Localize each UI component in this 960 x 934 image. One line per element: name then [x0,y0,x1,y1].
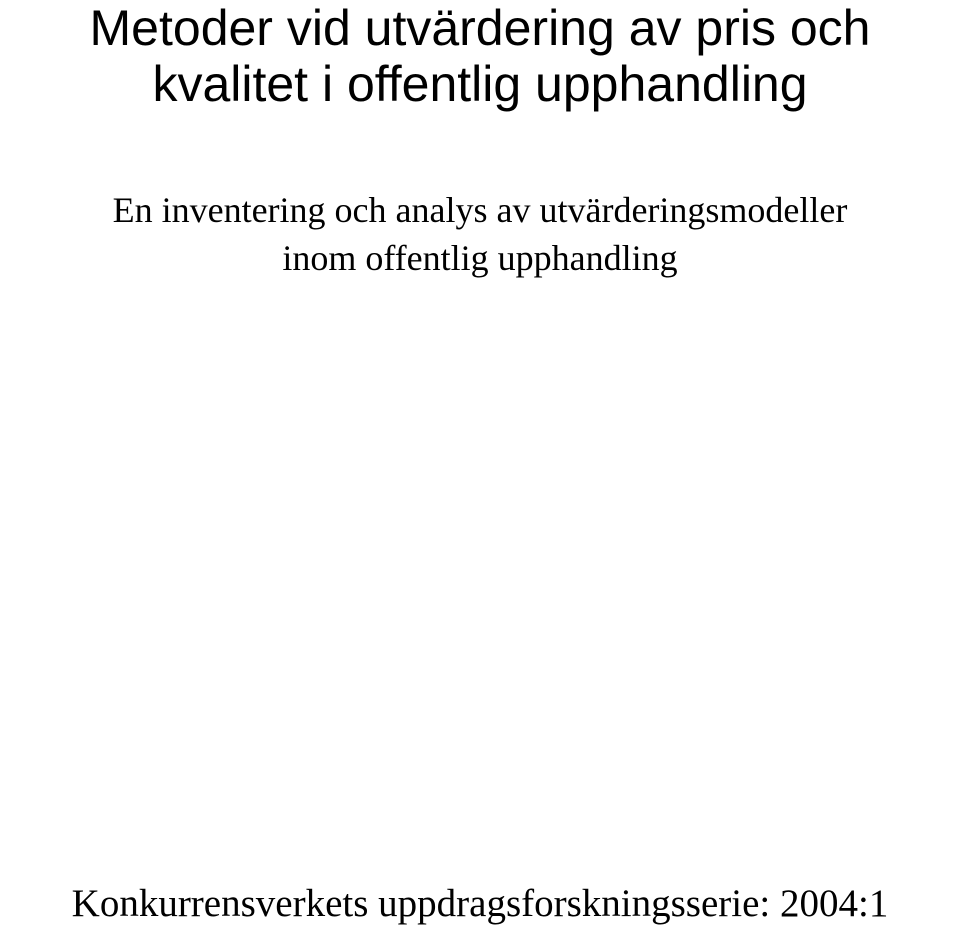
subtitle-line-2: inom offentlig upphandling [282,238,678,278]
subtitle-line-1: En inventering och analys av utvärderingsmodeller [112,190,848,230]
title-line-2: kvalitet i offentlig upphandling [152,56,808,112]
title-line-1: Metoder vid utvärdering av pris och [89,0,871,56]
document-subtitle [0,186,960,282]
document-title [0,0,960,112]
series-label: Konkurrensverkets uppdragsforskningsserie: 2004:1 [71,882,889,925]
